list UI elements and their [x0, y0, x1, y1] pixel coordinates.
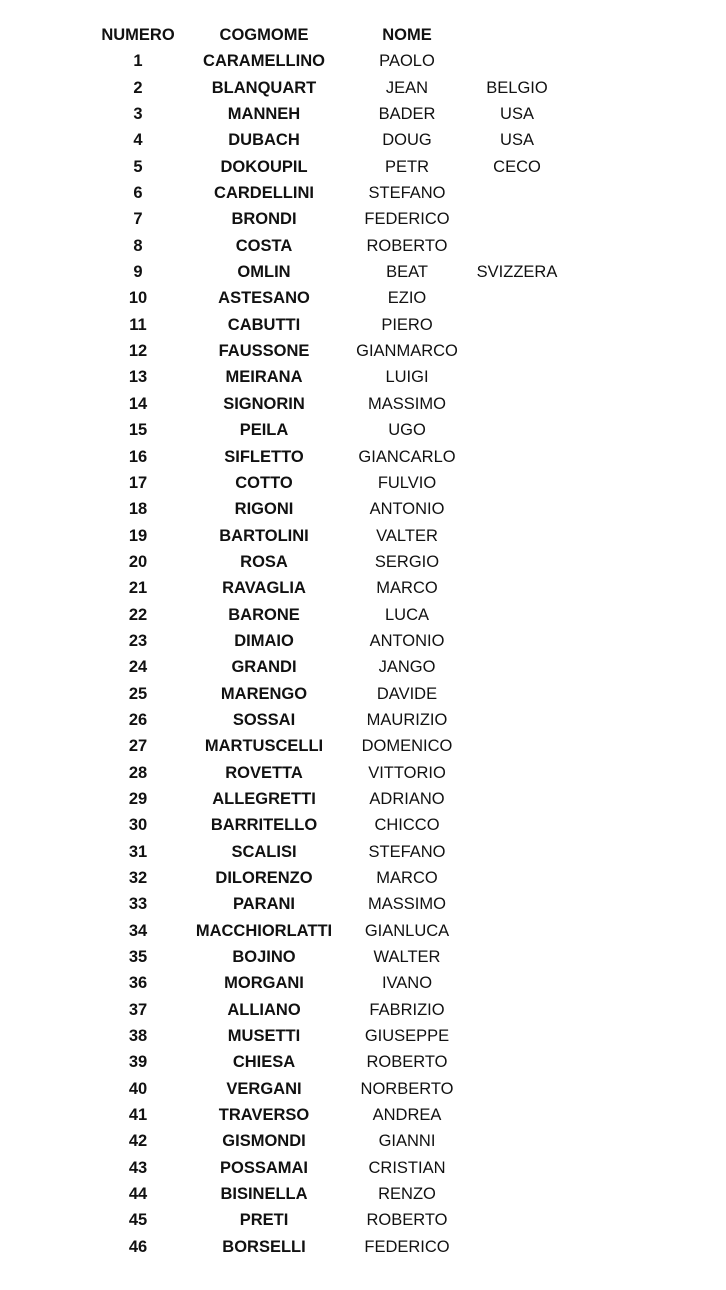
table-row — [0, 733, 726, 759]
row-number: 25 — [128, 684, 148, 703]
table-row — [0, 786, 726, 812]
row-name: RENZO — [378, 1185, 436, 1204]
row-name: FABRIZIO — [369, 1000, 445, 1019]
row-number: 11 — [129, 315, 147, 334]
row-number: 14 — [128, 394, 148, 413]
row-number: 26 — [128, 710, 148, 729]
row-name: STEFANO — [368, 842, 446, 861]
table-row — [0, 839, 726, 865]
row-name: EZIO — [387, 289, 427, 308]
row-surname: SIFLETTO — [224, 447, 304, 466]
table-row — [0, 918, 726, 944]
row-country: CECO — [493, 157, 541, 176]
row-name: FULVIO — [377, 473, 437, 492]
header-nome: NOME — [382, 26, 432, 44]
header-row — [0, 22, 726, 48]
row-number: 6 — [133, 184, 143, 203]
row-name: SERGIO — [374, 552, 440, 571]
table-row — [0, 391, 726, 417]
row-number: 33 — [128, 895, 148, 914]
row-name: CHICCO — [374, 816, 440, 835]
row-surname: TRAVERSO — [218, 1106, 310, 1125]
row-number: 32 — [128, 869, 148, 887]
row-number: 38 — [128, 1027, 148, 1046]
row-number: 37 — [128, 1000, 148, 1019]
table-row — [0, 812, 726, 838]
row-country: SVIZZERA — [476, 263, 558, 282]
row-number: 3 — [133, 105, 143, 124]
row-name: JEAN — [385, 78, 429, 97]
row-number: 40 — [128, 1079, 148, 1098]
row-name: ROBERTO — [366, 1211, 448, 1230]
row-name: MARCO — [376, 869, 438, 887]
row-number: 2 — [133, 78, 143, 97]
row-surname: CARDELLINI — [214, 184, 314, 203]
row-name: GIUSEPPE — [364, 1027, 450, 1046]
row-surname: BRONDI — [231, 210, 297, 229]
row-name: GIANLUCA — [364, 921, 450, 940]
row-surname: MANNEH — [227, 105, 301, 124]
row-name: MASSIMO — [368, 394, 446, 413]
row-number: 1 — [133, 52, 143, 71]
row-name: WALTER — [373, 948, 441, 967]
row-country: USA — [500, 131, 534, 150]
row-surname: BORSELLI — [222, 1237, 306, 1256]
row-name: JANGO — [378, 658, 436, 677]
row-number: 44 — [128, 1185, 148, 1204]
row-number: 19 — [128, 526, 148, 545]
table-row — [0, 1023, 726, 1049]
table-row — [0, 891, 726, 917]
row-surname: VERGANI — [226, 1079, 302, 1098]
row-name: DOUG — [382, 131, 432, 150]
row-name: UGO — [388, 421, 426, 440]
row-country: BELGIO — [486, 78, 548, 97]
table-row — [0, 654, 726, 680]
row-surname: MEIRANA — [225, 368, 303, 387]
row-surname: PEILA — [239, 421, 289, 440]
row-surname: PARANI — [232, 895, 296, 914]
row-surname: DILORENZO — [215, 869, 313, 887]
table-row — [0, 549, 726, 575]
row-name: ANTONIO — [369, 500, 445, 519]
table-row — [0, 681, 726, 707]
row-name: MARCO — [376, 579, 438, 598]
row-surname: BLANQUART — [211, 78, 317, 97]
table-row — [0, 1102, 726, 1128]
row-number: 13 — [128, 368, 148, 387]
row-name: FEDERICO — [364, 1237, 450, 1256]
row-number: 41 — [128, 1106, 148, 1125]
row-number: 36 — [128, 974, 148, 993]
row-name: PIERO — [381, 315, 433, 334]
row-name: GIANNI — [378, 1132, 436, 1151]
row-number: 27 — [128, 737, 148, 756]
row-number: 28 — [128, 763, 148, 782]
row-name: LUIGI — [385, 368, 429, 387]
row-surname: DIMAIO — [234, 631, 294, 650]
row-name: MASSIMO — [368, 895, 446, 914]
row-surname: CHIESA — [232, 1053, 296, 1072]
table-row — [0, 206, 726, 232]
row-surname: DOKOUPIL — [220, 157, 308, 176]
row-surname: MACCHIORLATTI — [195, 921, 333, 940]
row-name: LUCA — [384, 605, 429, 624]
row-number: 30 — [128, 816, 148, 835]
row-number: 15 — [128, 421, 148, 440]
table-row — [0, 997, 726, 1023]
row-name: ROBERTO — [366, 1053, 448, 1072]
row-surname: ROVETTA — [225, 763, 303, 782]
table-row — [0, 970, 726, 996]
row-surname: BARTOLINI — [219, 526, 309, 545]
row-number: 35 — [128, 948, 148, 967]
table-row — [0, 364, 726, 390]
table-row — [0, 1076, 726, 1102]
table-body — [0, 48, 726, 1260]
row-surname: MUSETTI — [227, 1027, 301, 1046]
row-number: 39 — [128, 1053, 148, 1072]
row-name: GIANCARLO — [358, 447, 456, 466]
row-name: IVANO — [381, 974, 433, 993]
row-number: 46 — [128, 1237, 148, 1256]
row-number: 12 — [128, 342, 148, 361]
row-name: NORBERTO — [360, 1079, 454, 1098]
row-number: 23 — [128, 631, 148, 650]
table-row — [0, 760, 726, 786]
table-row — [0, 1207, 726, 1233]
row-number: 24 — [128, 658, 148, 677]
row-surname: RAVAGLIA — [222, 579, 306, 598]
table-row — [0, 233, 726, 259]
row-number: 17 — [128, 473, 148, 492]
row-name: VITTORIO — [368, 763, 446, 782]
table-row — [0, 865, 726, 891]
row-name: FEDERICO — [364, 210, 450, 229]
table-row — [0, 417, 726, 443]
row-surname: MARENGO — [220, 684, 308, 703]
row-surname: COSTA — [235, 236, 293, 255]
row-number: 10 — [128, 289, 148, 308]
table-row — [0, 707, 726, 733]
row-number: 4 — [133, 131, 143, 150]
row-name: GIANMARCO — [356, 342, 458, 361]
table-row — [0, 602, 726, 628]
table-row — [0, 1181, 726, 1207]
row-number: 45 — [128, 1211, 148, 1230]
table-row — [0, 944, 726, 970]
row-number: 22 — [128, 605, 148, 624]
row-name: ROBERTO — [366, 236, 448, 255]
row-surname: COTTO — [235, 473, 293, 492]
participants-table — [0, 22, 726, 1260]
header-numero: NUMERO — [101, 26, 175, 44]
row-surname: MORGANI — [224, 974, 304, 993]
row-surname: FAUSSONE — [218, 342, 310, 361]
row-surname: BISINELLA — [220, 1185, 308, 1204]
row-name: DOMENICO — [361, 737, 453, 756]
table-row — [0, 628, 726, 654]
row-number: 16 — [128, 447, 148, 466]
table-row — [0, 127, 726, 153]
table-row — [0, 338, 726, 364]
row-name: ANTONIO — [369, 631, 445, 650]
row-country: USA — [500, 105, 534, 124]
row-surname: SOSSAI — [232, 710, 296, 729]
row-number: 5 — [133, 157, 143, 176]
table-row — [0, 496, 726, 522]
header-cognome: COGMOME — [219, 26, 309, 44]
table-row — [0, 101, 726, 127]
row-name: BEAT — [386, 263, 428, 282]
row-number: 42 — [128, 1132, 148, 1151]
row-surname: SCALISI — [231, 842, 297, 861]
row-surname: POSSAMAI — [219, 1158, 308, 1177]
row-name: CRISTIAN — [368, 1158, 446, 1177]
table-row — [0, 523, 726, 549]
table-row — [0, 1155, 726, 1181]
row-surname: BOJINO — [232, 948, 296, 967]
table-row — [0, 1234, 726, 1260]
row-name: STEFANO — [368, 184, 446, 203]
row-surname: GISMONDI — [222, 1132, 306, 1151]
table-row — [0, 575, 726, 601]
row-number: 8 — [133, 236, 143, 255]
row-surname: BARRITELLO — [210, 816, 318, 835]
row-number: 29 — [128, 789, 148, 808]
row-name: ANDREA — [372, 1106, 442, 1125]
row-surname: ALLEGRETTI — [212, 789, 316, 808]
row-surname: DUBACH — [228, 131, 300, 150]
row-name: BADER — [378, 105, 436, 124]
row-surname: ASTESANO — [218, 289, 310, 308]
table-row — [0, 285, 726, 311]
row-name: MAURIZIO — [366, 710, 448, 729]
row-surname: ALLIANO — [227, 1000, 301, 1019]
row-name: ADRIANO — [369, 789, 445, 808]
table-row — [0, 1128, 726, 1154]
row-surname: BARONE — [228, 605, 300, 624]
row-surname: CABUTTI — [227, 315, 301, 334]
table-row — [0, 470, 726, 496]
table-row — [0, 259, 726, 285]
table-row — [0, 180, 726, 206]
row-name: PETR — [384, 157, 429, 176]
row-surname: SIGNORIN — [223, 394, 305, 413]
table-row — [0, 1049, 726, 1075]
row-number: 7 — [133, 210, 143, 229]
row-surname: RIGONI — [234, 500, 294, 519]
row-number: 34 — [128, 921, 148, 940]
row-name: DAVIDE — [376, 684, 438, 703]
row-number: 31 — [128, 842, 148, 861]
table-row — [0, 48, 726, 74]
table-row — [0, 154, 726, 180]
row-surname: ROSA — [240, 552, 288, 571]
row-surname: MARTUSCELLI — [204, 737, 324, 756]
row-number: 20 — [128, 552, 148, 571]
table-row — [0, 75, 726, 101]
table-row — [0, 312, 726, 338]
row-surname: PRETI — [239, 1211, 289, 1230]
row-number: 21 — [128, 579, 148, 598]
row-surname: CARAMELLINO — [203, 52, 325, 71]
row-number: 18 — [128, 500, 148, 519]
row-surname: GRANDI — [231, 658, 297, 677]
table-row — [0, 444, 726, 470]
row-name: VALTER — [376, 526, 438, 545]
row-number: 43 — [128, 1158, 148, 1177]
row-number: 9 — [133, 263, 143, 282]
row-surname: OMLIN — [237, 263, 291, 282]
row-name: PAOLO — [379, 52, 435, 71]
